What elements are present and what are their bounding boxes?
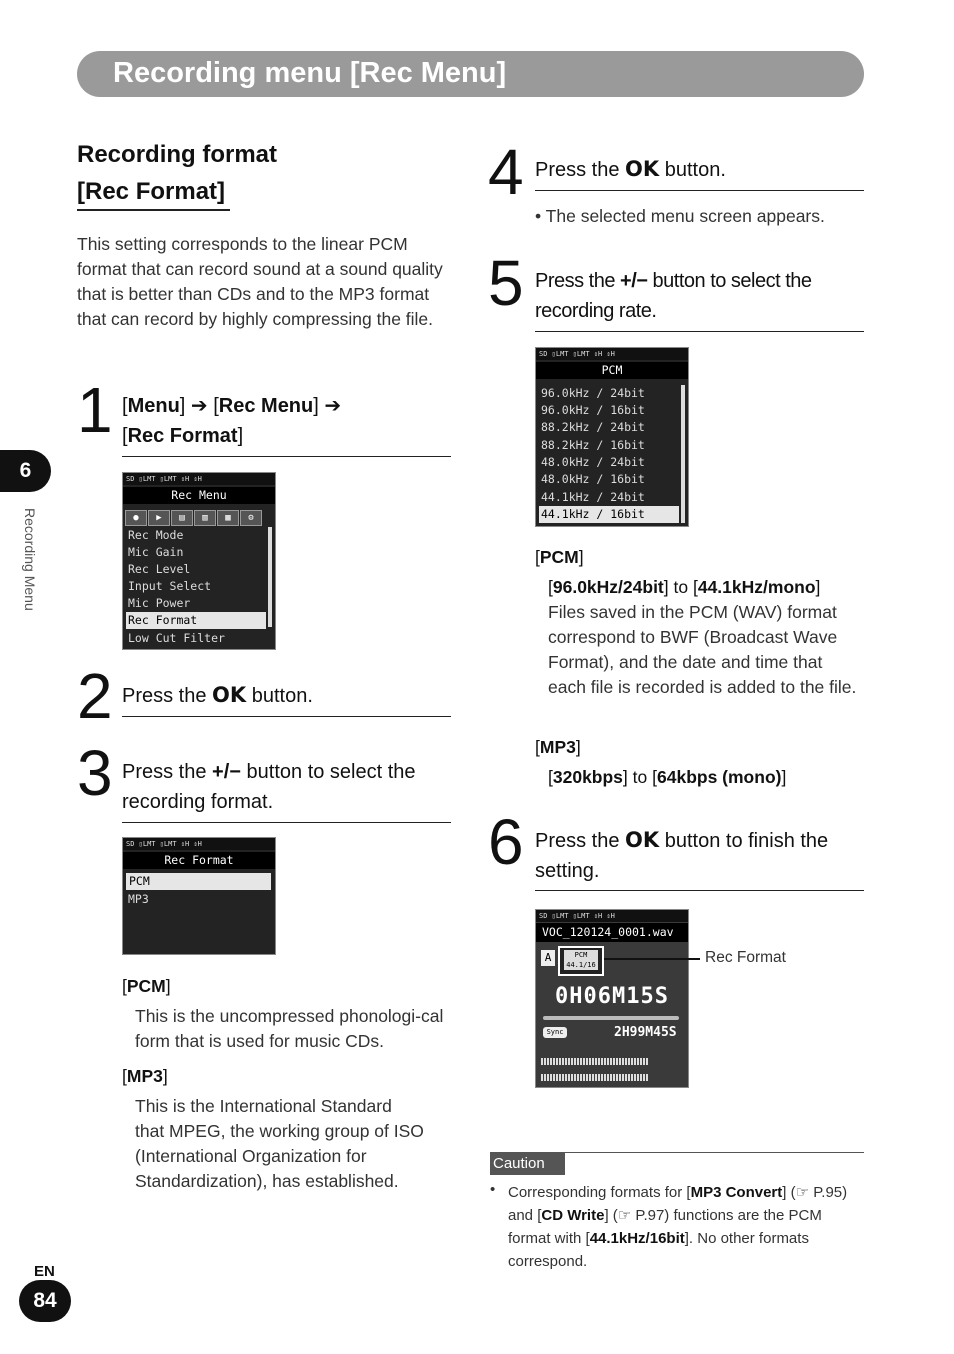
section-title-line1: Recording format xyxy=(77,141,278,168)
step-6-number: 6 xyxy=(488,806,524,878)
status-bar: SD ▯LMT ▯LMT ⇕H ⇕H xyxy=(123,473,275,485)
menu-item: Rec Mode xyxy=(128,528,184,542)
menu-item-selected: PCM xyxy=(126,873,271,890)
pcm-label-right: [PCM] xyxy=(535,547,584,567)
status-bar: SD ▯LMT ▯LMT ⇕H ⇕H xyxy=(536,910,688,922)
screen-pcm-rates xyxy=(535,347,689,527)
screen-rec-format xyxy=(122,837,276,955)
section-title-line2: [Rec Format] xyxy=(77,178,226,205)
menu-item-selected: Rec Format xyxy=(126,612,266,629)
rate-item: 88.2kHz / 24bit xyxy=(541,420,645,434)
level-meter-right xyxy=(541,1074,649,1081)
step-2-number: 2 xyxy=(77,660,113,732)
rate-item: 48.0kHz / 24bit xyxy=(541,455,645,469)
status-bar: SD ▯LMT ▯LMT ⇕H ⇕H xyxy=(123,838,275,850)
divider xyxy=(122,822,451,823)
callout-rec-format: Rec Format xyxy=(705,949,786,966)
step-6-text: Press the OK button to finish the setting. xyxy=(535,828,829,882)
rate-item: 48.0kHz / 16bit xyxy=(541,472,645,486)
step-4-number: 4 xyxy=(488,136,524,208)
scrollbar xyxy=(268,527,272,627)
play-icon: ▶ xyxy=(148,510,170,526)
file-icon: ▤ xyxy=(171,510,193,526)
pcm-label: [PCM] xyxy=(122,976,171,996)
step-5-number: 5 xyxy=(488,247,524,319)
step-1-text: [Menu] ➔ [Rec Menu] ➔ [Rec Format] xyxy=(122,395,342,447)
status-bar: SD ▯LMT ▯LMT ⇕H ⇕H xyxy=(536,348,688,360)
pcm-range: [96.0kHz/24bit] to [44.1kHz/mono] xyxy=(548,577,821,597)
menu-item: MP3 xyxy=(128,892,149,906)
step-1-number: 1 xyxy=(77,374,113,446)
menu-item: Mic Gain xyxy=(128,545,184,559)
mic-icon: ● xyxy=(125,510,147,526)
plus-minus-glyph: +/− xyxy=(620,270,648,292)
badge-format: PCM xyxy=(564,950,598,960)
tools-icon: ⚙ xyxy=(240,510,262,526)
rate-item: 96.0kHz / 16bit xyxy=(541,403,645,417)
chapter-label: Recording Menu xyxy=(22,508,38,611)
mp3-label: [MP3] xyxy=(122,1066,168,1086)
ok-button-glyph: OK xyxy=(625,828,660,852)
divider xyxy=(535,190,864,191)
file-name: VOC_120124_0001.wav xyxy=(536,923,689,942)
remaining-time: 2H99M45S xyxy=(614,1025,677,1040)
language-label: EN xyxy=(34,1263,55,1280)
screen-recording xyxy=(535,909,689,1088)
progress-bar xyxy=(543,1016,679,1020)
step-4-note: • The selected menu screen appears. xyxy=(535,206,825,226)
rate-item: 88.2kHz / 16bit xyxy=(541,438,645,452)
step-4-text: Press the OK button. xyxy=(535,157,726,181)
chapter-number: 6 xyxy=(19,459,32,482)
pcm-description: This is the uncompressed phonologi-cal form that is used for music CDs. xyxy=(135,1006,444,1051)
step-3-number: 3 xyxy=(77,737,113,809)
caution-bullet: • xyxy=(490,1181,496,1198)
level-meter-left xyxy=(541,1058,649,1065)
arrow-icon: ➔ xyxy=(185,395,214,417)
divider xyxy=(535,890,864,891)
section-intro: This setting corresponds to the linear PCM format that can record sound at a sound quality that is better than CDs and to the MP3 format that can record by highly compressing the file. xyxy=(77,234,443,329)
scrollbar xyxy=(681,385,685,523)
rate-item: 44.1kHz / 24bit xyxy=(541,490,645,504)
sync-indicator: Sync xyxy=(543,1027,567,1038)
menu-tab-icons xyxy=(125,505,273,523)
ok-button-glyph: OK xyxy=(625,157,660,181)
screen-header: Rec Format xyxy=(123,852,275,869)
callout-line xyxy=(604,958,700,960)
step-3-text: Press the +/− button to select the recording format. xyxy=(122,761,416,813)
menu-item: Input Select xyxy=(128,579,212,593)
folder-indicator: A xyxy=(541,950,555,966)
step-1-rec-menu: Rec Menu xyxy=(218,395,314,417)
screen-rec-menu xyxy=(122,472,276,650)
arrow-icon: ➔ xyxy=(318,395,342,417)
elapsed-time: 0H06M15S xyxy=(555,984,669,1009)
step-5-text: Press the +/− button to select the recording rate. xyxy=(535,270,812,322)
menu-item: Rec Level xyxy=(128,562,191,576)
rate-item: 96.0kHz / 24bit xyxy=(541,386,645,400)
screen-header: PCM xyxy=(536,362,688,379)
mp3-range: [320kbps] to [64kbps (mono)] xyxy=(548,767,787,787)
divider xyxy=(535,331,864,332)
rec-format-badge xyxy=(558,946,604,976)
ok-button-glyph: OK xyxy=(212,683,247,707)
menu-item: Low Cut Filter xyxy=(128,631,225,645)
step-2-text: Press the OK button. xyxy=(122,683,313,707)
caution-text: Corresponding formats for [MP3 Convert] (☞ P.95) and [CD Write] (☞ P.97) functions are the PCM format with [44.1kHz/16bit]. No other formats correspond. xyxy=(508,1184,848,1270)
rate-item-selected: 44.1kHz / 16bit xyxy=(539,506,679,523)
screen-header: Rec Menu xyxy=(123,487,275,504)
caution-label: Caution xyxy=(490,1153,565,1175)
display-icon: ▦ xyxy=(217,510,239,526)
section-title-underline xyxy=(77,209,230,211)
plus-minus-glyph: +/− xyxy=(212,761,241,783)
mp3-label-right: [MP3] xyxy=(535,737,581,757)
page-number: 84 xyxy=(33,1289,57,1312)
pcm-description-right: Files saved in the PCM (WAV) format correspond to BWF (Broadcast Wave Format), and the date and time that each file is recorded is added to the file. xyxy=(548,602,857,697)
step-1-rec-format: Rec Format xyxy=(127,425,238,447)
badge-rate: 44.1/16 xyxy=(564,960,598,970)
divider xyxy=(122,716,451,717)
page-title: Recording menu [Rec Menu] xyxy=(113,57,507,89)
step-1-menu: Menu xyxy=(127,395,180,417)
menu-item: Mic Power xyxy=(128,596,191,610)
mp3-description: This is the International Standard that MPEG, the working group of ISO (International Organization for Standardization), has established. xyxy=(135,1096,424,1191)
divider xyxy=(122,456,451,457)
lock-icon: ▥ xyxy=(194,510,216,526)
